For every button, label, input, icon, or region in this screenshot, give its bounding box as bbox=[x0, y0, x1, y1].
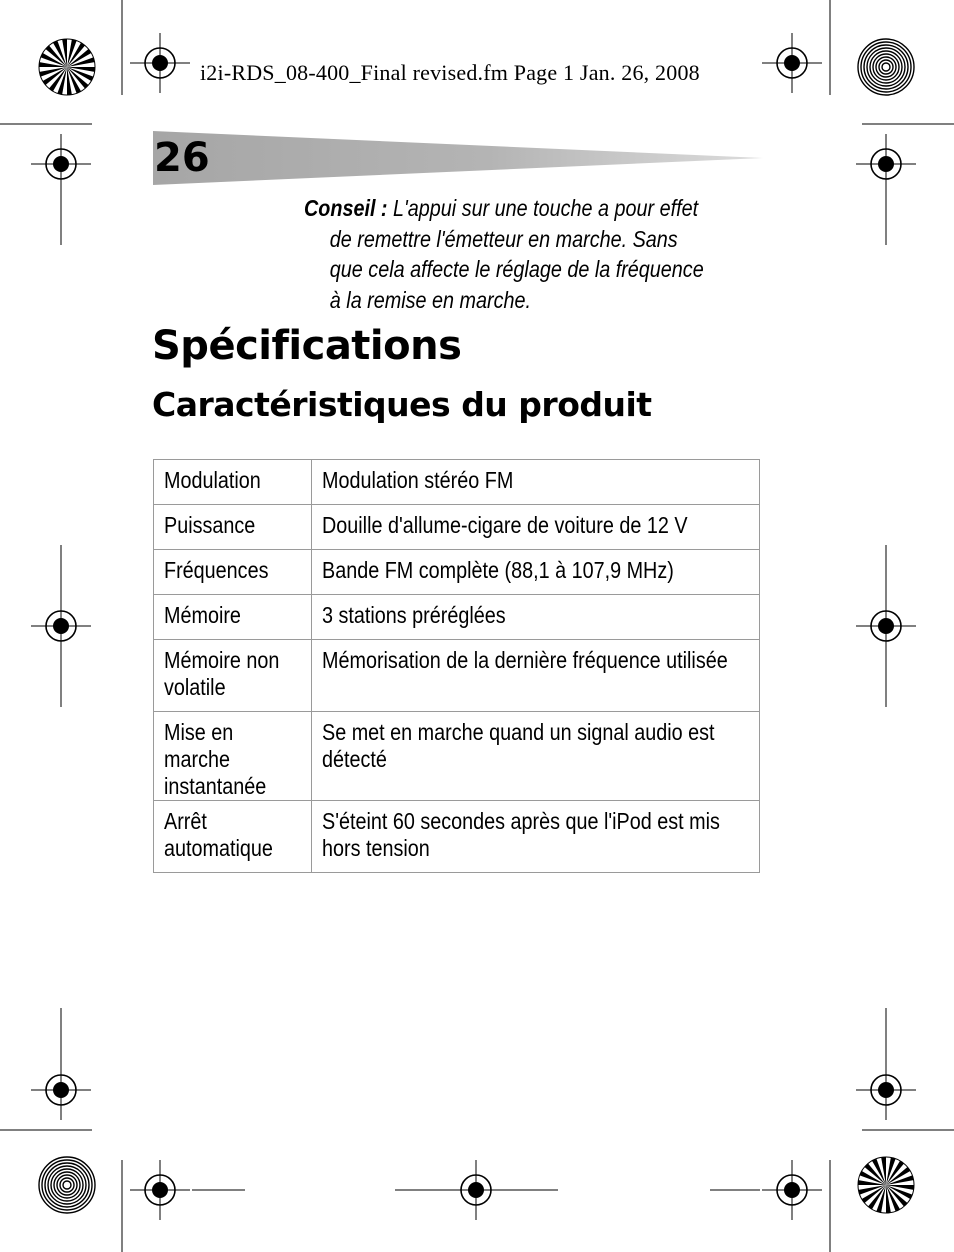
starburst-wedge bbox=[46, 46, 67, 67]
table-row bbox=[154, 640, 760, 712]
specifications-table bbox=[153, 459, 760, 873]
spec-value-cell bbox=[312, 712, 760, 801]
spec-name-cell bbox=[154, 801, 312, 873]
page-number: 26 bbox=[154, 135, 210, 181]
tip-line: à la remise en marche. bbox=[329, 286, 531, 313]
starburst-wedge bbox=[67, 67, 88, 88]
table-row bbox=[154, 801, 760, 873]
spec-value-cell bbox=[312, 801, 760, 873]
table-row bbox=[154, 505, 760, 550]
tip-line: de remettre l'émetteur en marche. Sans bbox=[329, 225, 678, 252]
tip-line: que cela affecte le réglage de la fréquence bbox=[329, 256, 704, 282]
spec-name-cell bbox=[154, 550, 312, 595]
tip-line bbox=[304, 193, 699, 224]
spec-name: Mise en marche instantanée bbox=[164, 719, 267, 799]
spec-name-cell bbox=[154, 505, 312, 550]
spec-name-cell bbox=[154, 712, 312, 801]
concentric-ring-icon bbox=[873, 54, 899, 80]
concentric-ring-icon bbox=[60, 1178, 74, 1192]
spec-name: Puissance bbox=[164, 512, 256, 538]
concentric-ring-icon bbox=[861, 42, 911, 92]
spec-name: Mémoire bbox=[164, 602, 241, 628]
spec-value-cell bbox=[312, 505, 760, 550]
table-row bbox=[154, 460, 760, 505]
spec-name-cell bbox=[154, 460, 312, 505]
tip-note bbox=[304, 193, 704, 315]
spec-name-cell bbox=[154, 640, 312, 712]
spec-value: S'éteint 60 secondes après que l'iPod est mis hors tension bbox=[322, 808, 720, 861]
table-row bbox=[154, 550, 760, 595]
concentric-ring-icon bbox=[870, 51, 902, 83]
spec-name-cell bbox=[154, 595, 312, 640]
spec-name: Arrêt automatique bbox=[164, 808, 273, 861]
concentric-ring-icon bbox=[63, 1181, 71, 1189]
spec-value: Bande FM complète (88,1 à 107,9 MHz) bbox=[322, 557, 674, 583]
concentric-ring-icon bbox=[42, 1160, 92, 1210]
subsection-title: Caractéristiques du produit bbox=[152, 385, 652, 424]
spec-value-cell bbox=[312, 460, 760, 505]
table-row bbox=[154, 595, 760, 640]
spec-value: Douille d'allume-cigare de voiture de 12 V bbox=[322, 512, 688, 538]
tip-text: L'appui sur une touche a pour effet bbox=[393, 195, 699, 221]
spec-value: Modulation stéréo FM bbox=[322, 467, 514, 493]
concentric-ring-icon bbox=[54, 1172, 80, 1198]
starburst-wedge bbox=[886, 1185, 907, 1206]
spec-value: 3 stations préréglées bbox=[322, 602, 506, 628]
spec-value: Mémorisation de la dernière fréquence utilisée bbox=[322, 647, 728, 673]
spec-name: Fréquences bbox=[164, 557, 269, 583]
spec-value-cell bbox=[312, 640, 760, 712]
concentric-ring-icon bbox=[51, 1169, 83, 1201]
concentric-ring-icon bbox=[879, 60, 893, 74]
spec-name: Mémoire non volatile bbox=[164, 647, 280, 700]
tip-label: Conseil : bbox=[304, 195, 388, 221]
table-row bbox=[154, 712, 760, 801]
section-title: Spécifications bbox=[152, 323, 462, 369]
spec-name: Modulation bbox=[164, 467, 261, 493]
spec-value: Se met en marche quand un signal audio est détecté bbox=[322, 719, 715, 772]
spec-value-cell bbox=[312, 550, 760, 595]
concentric-ring-icon bbox=[882, 63, 890, 71]
starburst-wedge bbox=[865, 1164, 886, 1185]
file-header: i2i-RDS_08-400_Final revised.fm Page 1 Jan. 26, 2008 bbox=[200, 60, 700, 85]
spec-value-cell bbox=[312, 595, 760, 640]
